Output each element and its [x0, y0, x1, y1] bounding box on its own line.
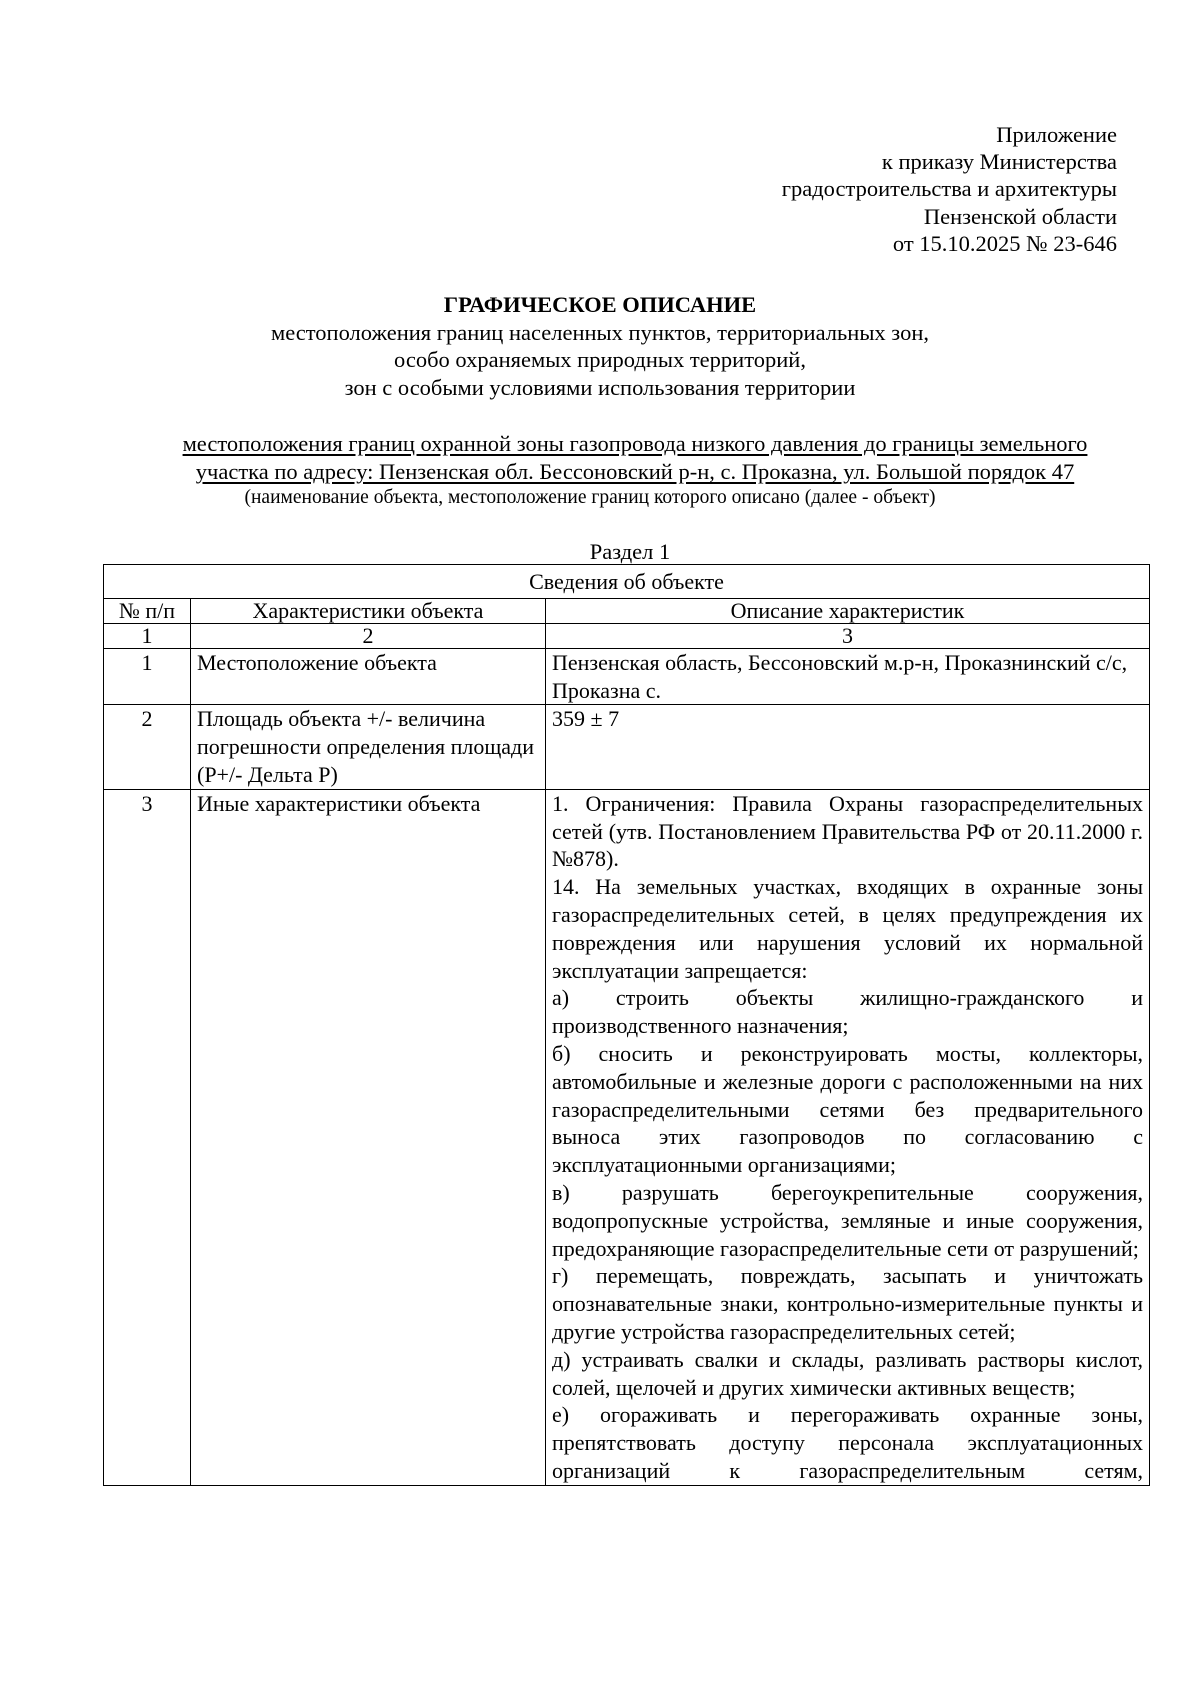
- column-number-row: [104, 623, 1150, 648]
- object-caption: (наименование объекта, местоположение границ которого описано (далее - объект): [244, 487, 936, 508]
- row-characteristic: Площадь объекта +/- величина погрешности определения площади (Р+/- Дельта Р): [191, 705, 546, 789]
- row-description: 359 ± 7: [546, 705, 1150, 789]
- appendix-line: Приложение: [996, 122, 1117, 147]
- table-caption-row: [104, 565, 1150, 599]
- row-number: 3: [104, 789, 191, 1485]
- table-row: [104, 789, 1150, 1485]
- table-caption: Сведения об объекте: [104, 565, 1150, 599]
- appendix-header: [557, 121, 1117, 257]
- appendix-line: от 15.10.2025 № 23-646: [892, 230, 1117, 256]
- row-description: [546, 789, 1150, 1485]
- appendix-line: градостроительства и архитектуры: [781, 176, 1117, 202]
- section-label: Раздел 1: [589, 539, 671, 564]
- description-paragraph: в) разрушать берегоукрепительные сооружения, водопропускные устройства, земляные и иные сооружения, предохраняющие газораспределительные сети от разрушений;: [552, 1179, 1143, 1261]
- column-number: 3: [546, 623, 1150, 648]
- row-description: Пензенская область, Бессоновский м.р-н, Проказнинский с/с, Проказна с.: [546, 648, 1150, 705]
- subtitle-line: зон с особыми условиями использования территории: [344, 374, 856, 400]
- table-row: [104, 705, 1150, 789]
- subtitle-line: особо охраняемых природных территорий,: [394, 347, 806, 372]
- column-header: № п/п: [104, 598, 191, 623]
- description-paragraph: б) сносить и реконструировать мосты, коллекторы, автомобильные и железные дороги с расположенными на них газораспределительными сетями без предварительного выноса этих газопроводов по согласованию с эксплуатационными организациями;: [552, 1040, 1143, 1178]
- appendix-line: Пензенской области: [923, 203, 1117, 229]
- description-paragraph: д) устраивать свалки и склады, разливать растворы кислот, солей, щелочей и других химически активных веществ;: [552, 1346, 1143, 1400]
- column-header: Описание характеристик: [546, 598, 1150, 623]
- appendix-line: к приказу Министерства: [881, 149, 1117, 175]
- row-number: 1: [104, 648, 191, 705]
- object-name-line: местоположения границ охранной зоны газопровода низкого давления до границы земельного: [182, 431, 1088, 456]
- title-block: [130, 291, 1070, 401]
- description-paragraph: 1. Ограничения: Правила Охраны газораспределительных сетей (утв. Постановлением Правительства РФ от 20.11.2000 г. №878).: [552, 790, 1143, 872]
- row-characteristic: Местоположение объекта: [191, 648, 546, 705]
- column-header: Характеристики объекта: [191, 598, 546, 623]
- subtitle-line: местоположения границ населенных пунктов, территориальных зон,: [271, 319, 929, 345]
- row-characteristic: Иные характеристики объекта: [191, 789, 546, 1485]
- document-title: ГРАФИЧЕСКОЕ ОПИСАНИЕ: [443, 292, 757, 317]
- object-name: [140, 430, 1130, 486]
- object-name-line: участка по адресу: Пензенская обл. Бессоновский р-н, с. Проказна, ул. Большой порядок 47: [195, 459, 1075, 484]
- row-number: 2: [104, 705, 191, 789]
- column-number: 2: [191, 623, 546, 648]
- column-number: 1: [104, 623, 191, 648]
- table-header-row: [104, 598, 1150, 623]
- description-paragraph: г) перемещать, повреждать, засыпать и уничтожать опознавательные знаки, контрольно-измерительные пункты и другие устройства газораспределительных сетей;: [552, 1263, 1143, 1344]
- description-paragraph: 14. На земельных участках, входящих в охранные зоны газораспределительных сетей, в целях предупреждения их повреждения или нарушения условий их нормальной эксплуатации запрещается:: [552, 874, 1143, 983]
- description-paragraph: а) строить объекты жилищно-гражданского и производственного назначения;: [552, 985, 1143, 1039]
- description-paragraph: е) огораживать и перегораживать охранные зоны, препятствовать доступу персонала эксплуатационных организаций к газораспределительным сетям,: [552, 1402, 1143, 1483]
- table-row: [104, 648, 1150, 705]
- object-info-table: [103, 564, 1150, 1486]
